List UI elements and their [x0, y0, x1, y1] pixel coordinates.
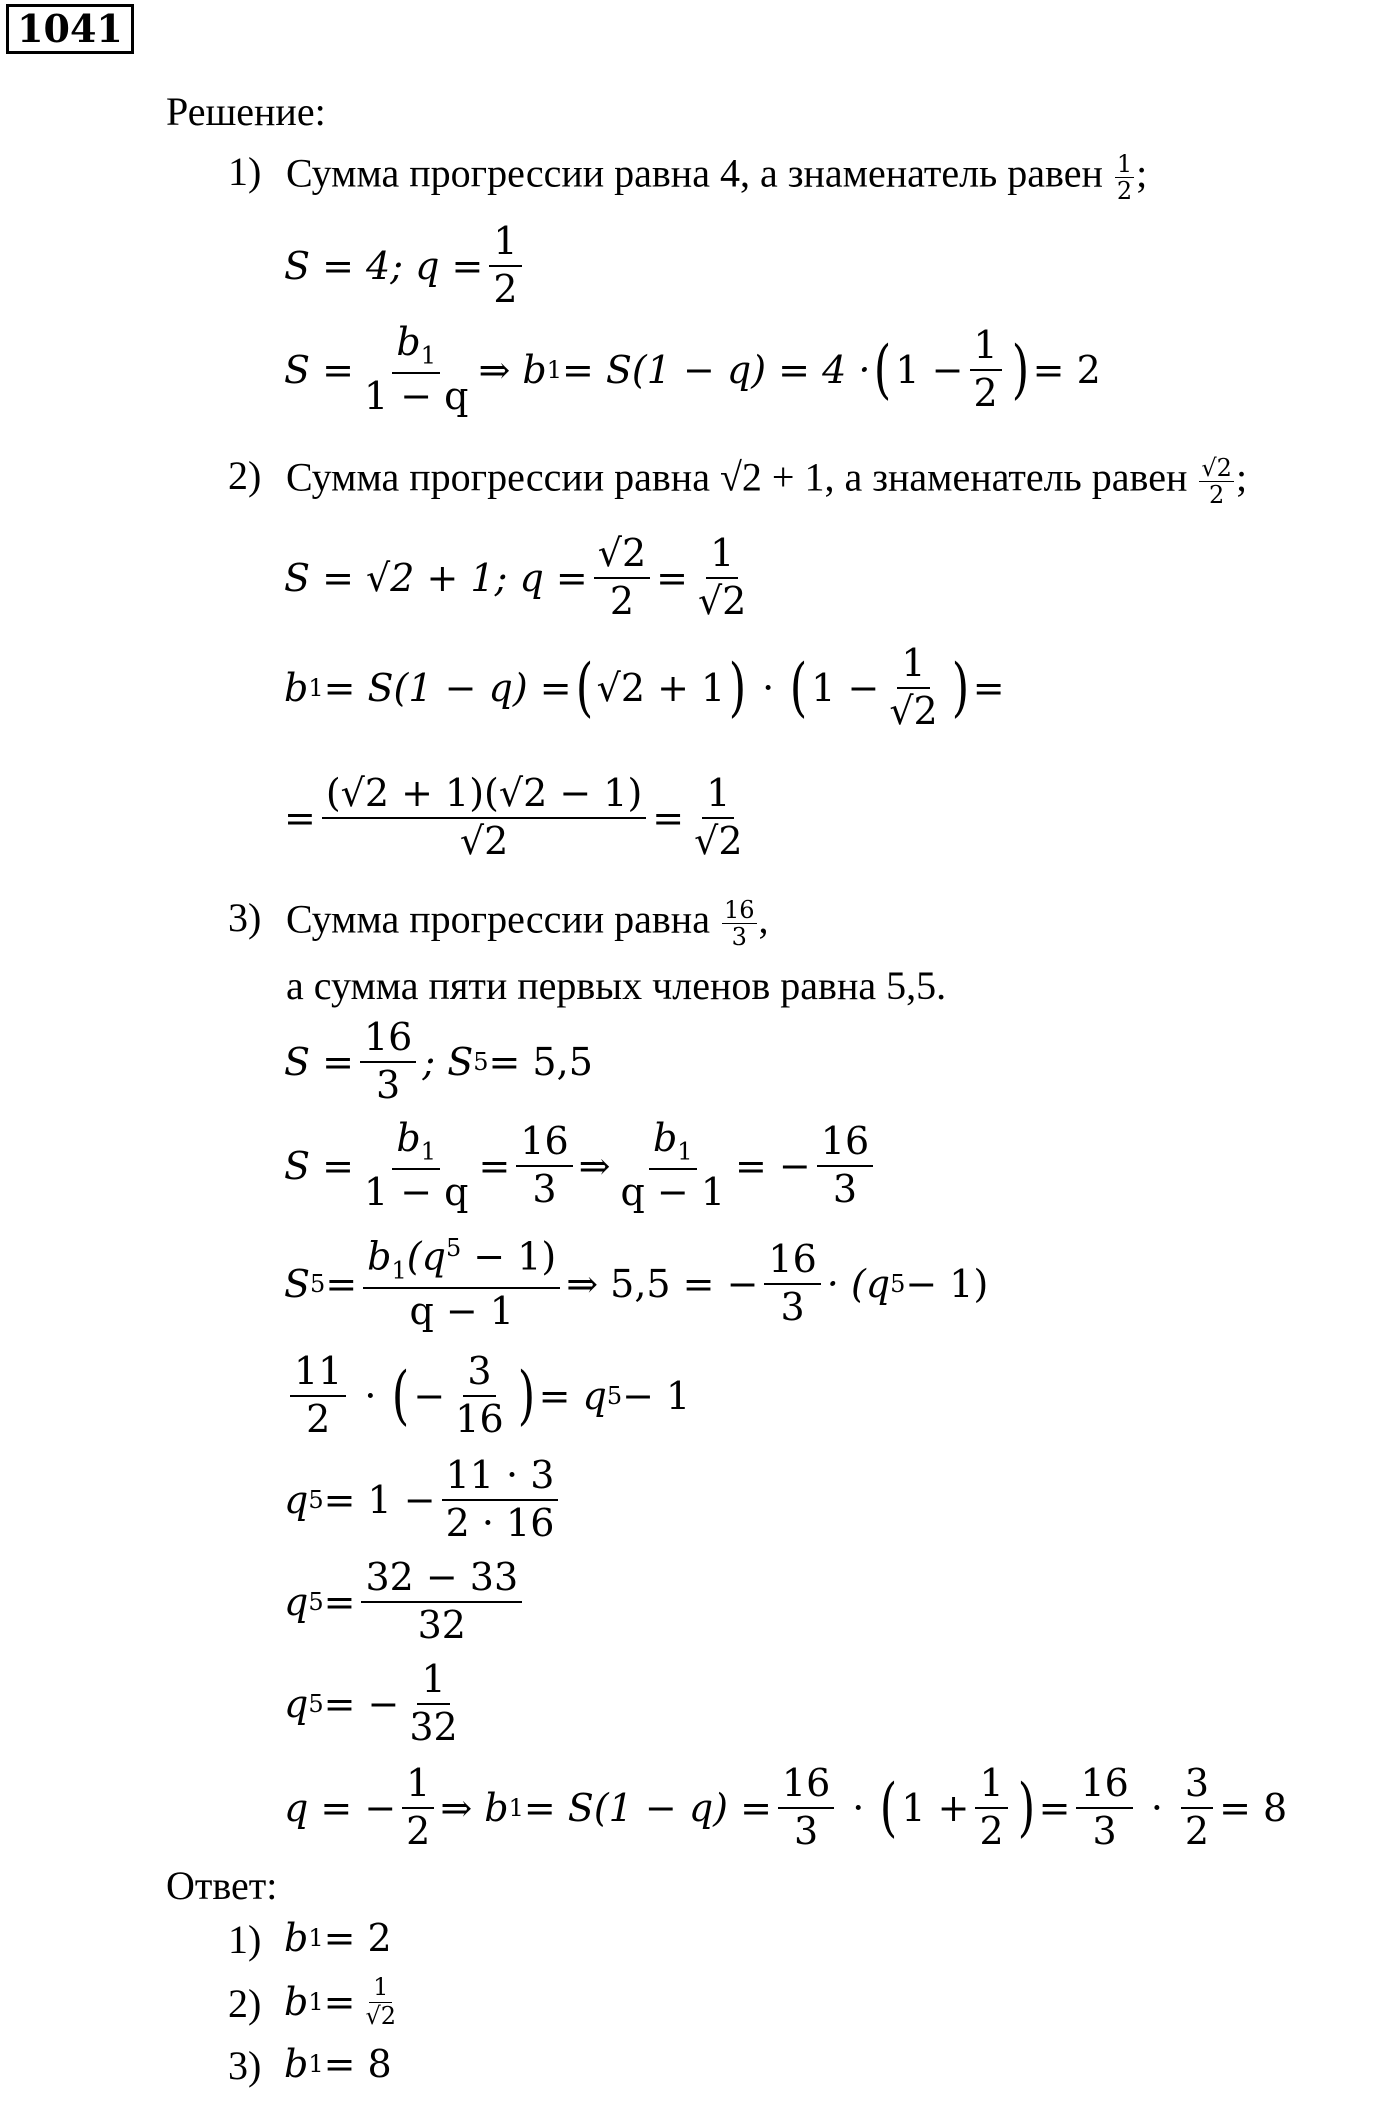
part3-line7: q 5 = − $\frac{1}{32}$	[284, 1657, 458, 1749]
answer-number-3: 3)	[228, 2043, 262, 2088]
part2-statement: Сумма прогрессии равна √2 + 1, а знаменатель равен $\frac{√2}{2}$ ;	[286, 454, 1248, 509]
solution-heading: Решение:	[166, 89, 326, 134]
answer-2: b 1 = $\frac{1}{√2}$	[284, 1973, 397, 2030]
answer-number-1: 1)	[228, 1917, 262, 1962]
part3-text: Сумма прогрессии равна	[286, 896, 710, 942]
part3-sum-fraction: $\frac{16}{3}$	[723, 896, 755, 951]
answer-number-2: 2)	[228, 1981, 262, 2026]
part3-statement: Сумма прогрессии равна $\frac{16}{3}$ ,	[286, 896, 769, 951]
part3-line2: S = $\frac{b_1}{1 - q}$ = $\frac{16}{3}$ ⇒ $\frac{b_1}{q - 1}$ = − $\frac{16}{3}$	[284, 1126, 879, 1206]
part1-ratio-fraction: $\frac{1}{2}$	[1116, 150, 1133, 205]
item-number-2: 2)	[228, 453, 262, 498]
answer-heading: Ответ:	[166, 1863, 278, 1908]
part1-text: Сумма прогрессии равна 4, а знаменатель равен	[286, 150, 1103, 196]
part2-text: Сумма прогрессии равна √2 + 1, а знаменатель равен	[286, 454, 1188, 500]
part2-line2: b 1 = S(1 − q) = ( √2 + 1 ) · ( 1 − $\frac{1}{√2}$ ) =	[284, 641, 1005, 733]
part1-line2: S = $\frac{b_1}{1 - q}$ ⇒ b 1 = S(1 − q) = 4 · ( 1 − $\frac{1}{2}$ ) = 2	[284, 320, 1101, 418]
part3-line5: q 5 = 1 − $\frac{11 \cdot 3}{2 \cdot 16}$	[284, 1460, 564, 1540]
part3-line4: $\frac{11}{2}$ · ( − $\frac{3}{16}$ ) = q 5 − 1	[284, 1356, 690, 1436]
answer-3: b 1 = 8	[284, 2042, 392, 2086]
answer-1: b 1 = 2	[284, 1916, 392, 1960]
part1-line1: S = 4; q = $\frac{1}{2}$	[284, 226, 528, 306]
part2-ratio-fraction: $\frac{√2}{2}$	[1201, 454, 1232, 509]
item-number-3: 3)	[228, 895, 262, 940]
part3-line1: S = $\frac{16}{3}$ ; S 5 = 5,5	[284, 1015, 593, 1107]
item-number-1: 1)	[228, 149, 262, 194]
part1-statement: Сумма прогрессии равна 4, а знаменатель равен $\frac{1}{2}$ ;	[286, 150, 1148, 205]
part2-line1: S = √2 + 1; q = $\frac{√2}{2}$ = $\frac{1}{√2}$	[284, 531, 747, 623]
part3-statement-2: а сумма пяти первых членов равна 5,5.	[286, 963, 947, 1008]
problem-number-badge: 1041	[6, 4, 134, 54]
part3-line3: S 5 = $\frac{b_1(q^5 - 1)}{q - 1}$ ⇒ 5,5 = − $\frac{16}{3}$ · (q 5 − 1)	[284, 1234, 989, 1333]
part3-line8: q = − $\frac{1}{2}$ ⇒ b 1 = S(1 − q) = $\frac{16}{3}$ · ( 1 + $\frac{1}{2}$ ) = $\frac{16}{3}$ · $\frac{3}{2}$ = 8	[284, 1761, 1288, 1853]
part2-line3: = $\frac{(√2 + 1)(√2 - 1)}{√2}$ = $\frac{1}{√2}$	[284, 771, 743, 863]
part3-line6: q 5 = $\frac{32 - 33}{32}$	[284, 1562, 528, 1642]
